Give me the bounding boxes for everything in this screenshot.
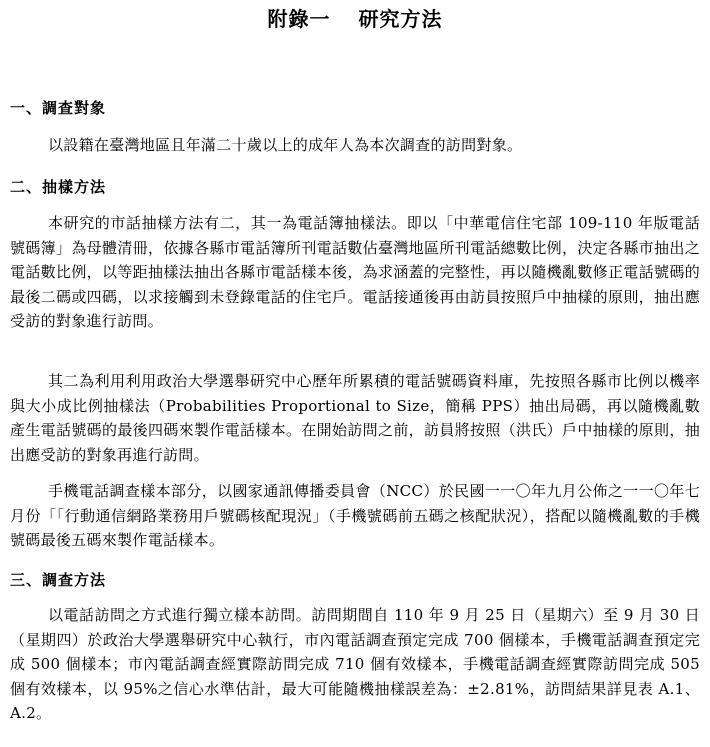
paragraph-method: 以電話訪問之方式進行獨立樣本訪問。訪問期間自 110 年 9 月 25 日（星期六）至 9 月 30 日（星期四）於政治大學選舉研究中心執行，市內電話調查預定完成 700 個樣本，手機電話調查預定完成 500 個樣本；市內電話調查經實際訪問完成 710 個有效樣本，手機電話調查經實際訪問完成 505 個有效樣本，以 95%之信心水準估計，最大可能隨機抽樣誤差為：±2.81%，訪問結果詳見表 A.1、A.2。 [10,606,700,722]
paragraph-subjects: 以設籍在臺灣地區且年滿二十歲以上的成年人為本次調查的訪問對象。 [48,136,523,154]
paragraph-sampling-mobile: 手機電話調查樣本部分，以國家通訊傳播委員會（NCC）於民國一一〇年九月公佈之一一〇年七月份「「行動通信網路業務用戶號碼核配現況」（手機號碼前五碼之核配狀況），搭配以隨機亂數的手機號碼最後五碼來製作電話樣本。 [10,482,700,549]
appendix-label: 附錄一 [267,7,331,31]
paragraph-sampling-landline: 本研究的市話抽樣方法有二，其一為電話簿抽樣法。即以「中華電信住宅部 109-110 年版電話號碼簿」為母體清冊，依據各縣市電話簿所刊電話數佔臺灣地區所刊電話總數比例，決定各縣市抽出之電話數比例，以等距抽樣法抽出各縣市電話樣本後，為求涵蓋的完整性，再以隨機亂數修正電話號碼的最後二碼或四碼，以求接觸到未登錄電話的住宅戶。電話接通後再由訪員按照戶中抽樣的原則，抽出應受訪的對象進行訪問。 [10,214,700,330]
section-heading-method: 三、調查方法 [10,571,107,589]
paragraph-sampling-pps: 其二為利用利用政治大學選舉研究中心歷年所累積的電話號碼資料庫，先按照各縣市比例以機率與大小成比例抽樣法（Probabilities Proportional to Size，簡稱 PPS）抽出局碼，再以隨機亂數產生電話號碼的最後四碼來製作電話樣本。在開始訪問之前，訪員將按照（洪氏）戶中抽樣的原則，抽出應受訪的對象再進行訪問。 [10,372,700,464]
appendix-title: 研究方法 [358,7,443,31]
section-heading-subjects: 一、調查對象 [10,99,107,117]
page-title [0,6,710,32]
section-heading-sampling: 二、抽樣方法 [10,178,107,196]
